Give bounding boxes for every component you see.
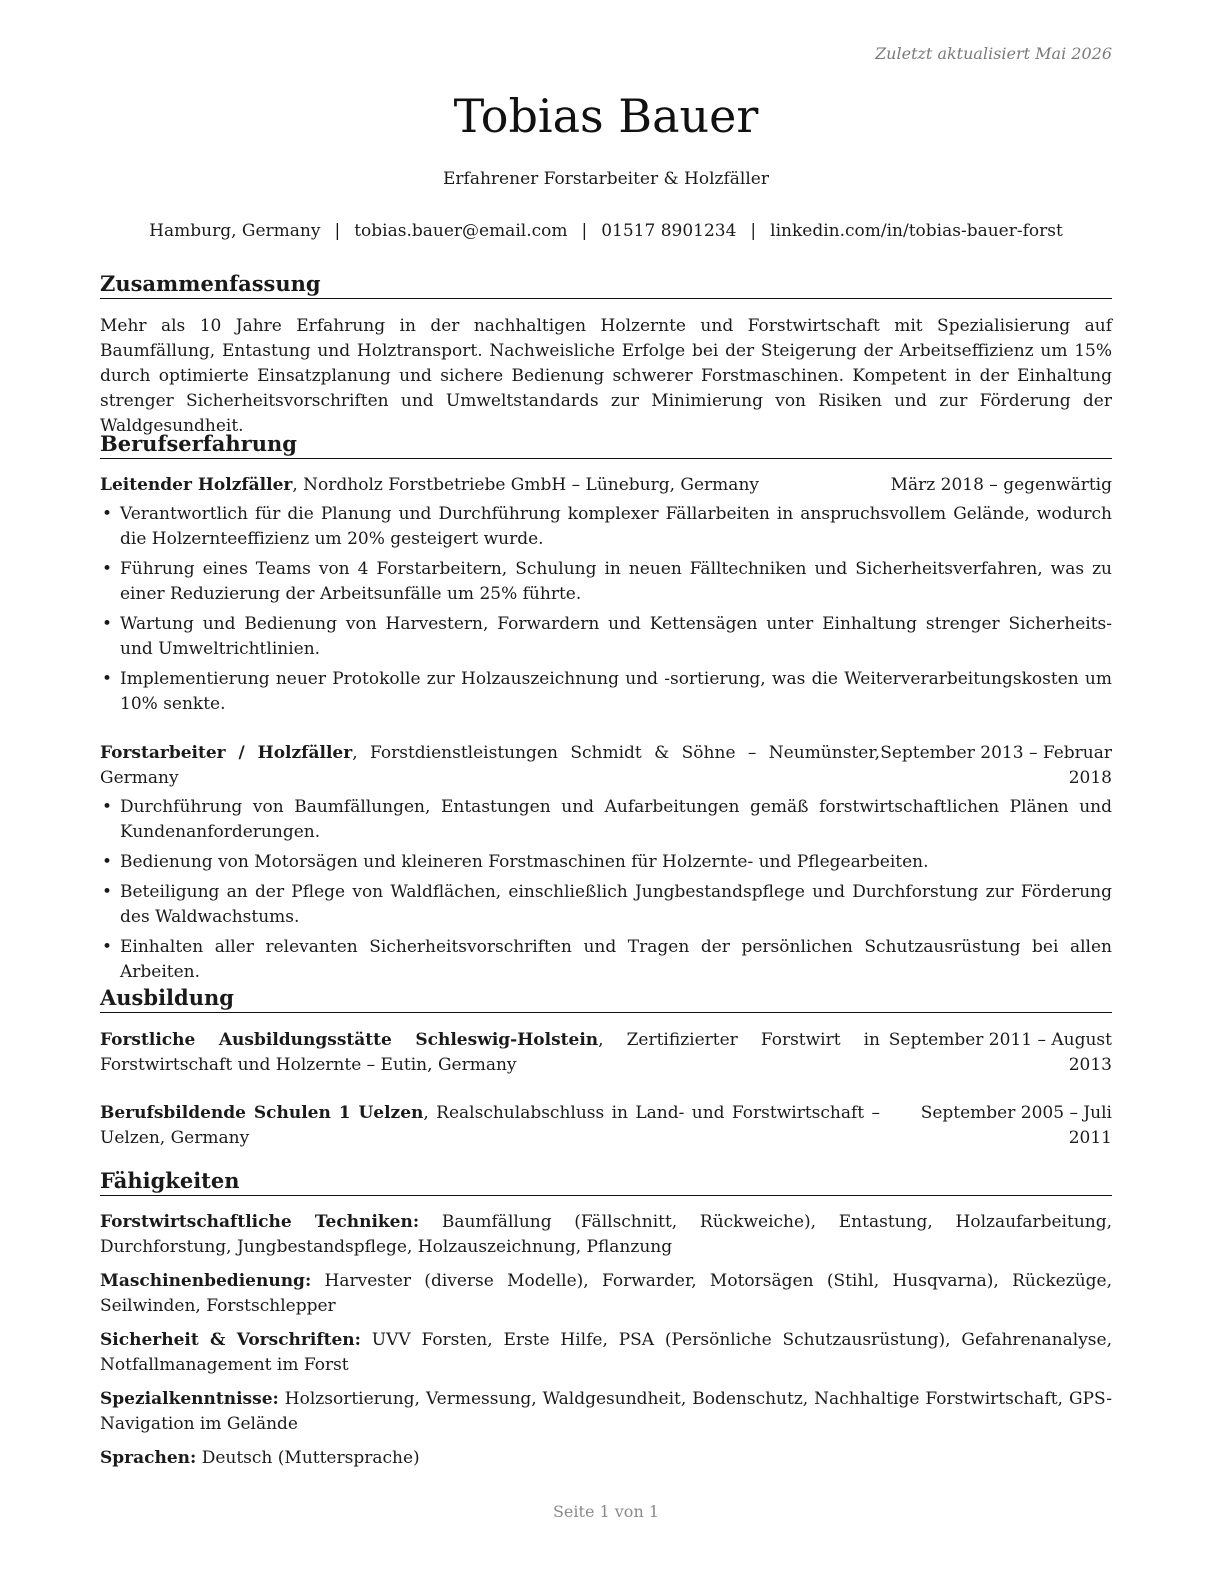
contact-location: Hamburg, Germany bbox=[149, 221, 321, 241]
contact-linkedin[interactable]: linkedin.com/in/tobias-bauer-forst bbox=[770, 221, 1063, 241]
job-entry bbox=[100, 473, 1112, 722]
skill-row bbox=[100, 1446, 1112, 1471]
education-detail: , Zertifizierter Forstwirt in Forstwirtschaft und Holzernte – Eutin, Germany bbox=[100, 1030, 881, 1075]
summary-text: Mehr als 10 Jahre Erfahrung in der nachhaltigen Holzernte und Forstwirtschaft mit Spezialisierung auf Baumfällung, Entastung und Holztransport. Nachweisliche Erfolge bei der Steigerung der Arbeitseffizienz um 15% durch optimierte Einsatzplanung und sichere Bedienung schwerer Forstmaschinen. Kompetent in der Einhaltung strenger Sicherheitsvorschriften und Umweltstandards zur Minimierung von Risiken und zur Förderung der Waldgesundheit. bbox=[100, 316, 1112, 436]
job-role-org bbox=[100, 473, 891, 498]
job-bullet: • Wartung und Bedienung von Harvestern, Forwardern und Kettensägen unter Einhaltung strenger Sicherheits- und Umweltrichtlinien. bbox=[100, 612, 1112, 662]
education-header bbox=[100, 1028, 1112, 1078]
job-bullet: • Durchführung von Baumfällungen, Entastungen und Aufarbeitungen gemäß forstwirtschaftlichen Plänen und Kundenanforderungen. bbox=[100, 795, 1112, 845]
job-role: Leitender Holzfäller bbox=[100, 475, 293, 495]
contact-separator: | bbox=[334, 221, 341, 241]
contact-phone[interactable]: 01517 8901234 bbox=[601, 221, 737, 241]
education-header bbox=[100, 1101, 1112, 1151]
job-bullets bbox=[100, 502, 1112, 717]
job-entry bbox=[100, 741, 1112, 990]
job-org: , Forstdienstleistungen Schmidt & Söhne – Neumünster, Germany bbox=[100, 743, 880, 788]
skill-value: Baumfällung (Fällschnitt, Rückweiche), Entastung, Holzaufarbeitung, Durchforstung, Jungbestandspflege, Holzauszeichnung, Pflanzung bbox=[100, 1212, 1112, 1257]
job-bullet: • Implementierung neuer Protokolle zur Holzauszeichnung und -sortierung, was die Weiterverarbeitungskosten um 10% senkte. bbox=[100, 667, 1112, 717]
candidate-name: Tobias Bauer bbox=[453, 89, 759, 143]
skill-row bbox=[100, 1328, 1112, 1378]
skill-label: Spezialkenntnisse: bbox=[100, 1389, 279, 1409]
job-dates: März 2018 – gegenwärtig bbox=[890, 475, 1112, 495]
job-role-org bbox=[100, 741, 880, 791]
skills-list bbox=[100, 1210, 1112, 1480]
job-bullet: • Führung eines Teams von 4 Forstarbeitern, Schulung in neuen Fälltechniken und Sicherheitsverfahren, was zu einer Reduzierung der Arbeitsunfälle um 25% führte. bbox=[100, 557, 1112, 607]
skill-row bbox=[100, 1387, 1112, 1437]
job-bullet: • Beteiligung an der Pflege von Waldflächen, einschließlich Jungbestandspflege und Durchforstung zur Förderung des Waldwachstums. bbox=[100, 880, 1112, 930]
skill-label: Forstwirtschaftliche Techniken: bbox=[100, 1212, 420, 1232]
contact-line bbox=[100, 220, 1112, 242]
education-school-detail bbox=[100, 1028, 880, 1078]
job-header bbox=[100, 473, 1112, 498]
job-role: Forstarbeiter / Holzfäller bbox=[100, 743, 353, 763]
job-bullets bbox=[100, 795, 1112, 985]
skill-label: Sicherheit & Vorschriften: bbox=[100, 1330, 361, 1350]
contact-email[interactable]: tobias.bauer@email.com bbox=[354, 221, 568, 241]
education-entry bbox=[100, 1101, 1112, 1151]
section-title-summary: Zusammenfassung bbox=[100, 271, 1112, 299]
contact-separator: | bbox=[581, 221, 588, 241]
education-dates: September 2005 – Juli 2011 bbox=[920, 1103, 1112, 1148]
skill-row bbox=[100, 1210, 1112, 1260]
education-entry bbox=[100, 1028, 1112, 1078]
section-title-education: Ausbildung bbox=[100, 985, 1112, 1013]
job-bullet: • Einhalten aller relevanten Sicherheitsvorschriften und Tragen der persönlichen Schutzausrüstung bei allen Arbeiten. bbox=[100, 935, 1112, 985]
page-footer: Seite 1 von 1 bbox=[552, 1502, 660, 1521]
skill-label: Sprachen: bbox=[100, 1448, 197, 1468]
skill-value: UVV Forsten, Erste Hilfe, PSA (Persönliche Schutzausrüstung), Gefahrenanalyse, Notfallmanagement im Forst bbox=[100, 1330, 1112, 1375]
education-detail: , Realschulabschluss in Land- und Forstwirtschaft – Uelzen, Germany bbox=[100, 1103, 880, 1148]
skill-label: Maschinenbedienung: bbox=[100, 1271, 312, 1291]
section-title-skills: Fähigkeiten bbox=[100, 1168, 1112, 1196]
job-bullet: • Verantwortlich für die Planung und Durchführung komplexer Fällarbeiten in anspruchsvollem Gelände, wodurch die Holzernteeffizienz um 20% gesteigert wurde. bbox=[100, 502, 1112, 552]
last-updated-note: Zuletzt aktualisiert Mai 2026 bbox=[875, 44, 1112, 63]
job-bullet: • Bedienung von Motorsägen und kleineren Forstmaschinen für Holzernte- und Pflegearbeiten. bbox=[100, 850, 1112, 875]
skill-row bbox=[100, 1269, 1112, 1319]
skill-value: Harvester (diverse Modelle), Forwarder, Motorsägen (Stihl, Husqvarna), Rückezüge, Seilwinden, Forstschlepper bbox=[100, 1271, 1112, 1316]
job-dates: September 2013 – Februar 2018 bbox=[880, 743, 1112, 788]
education-school: Forstliche Ausbildungsstätte Schleswig-Holstein bbox=[100, 1030, 599, 1050]
contact-separator: | bbox=[750, 221, 757, 241]
job-org: , Nordholz Forstbetriebe GmbH – Lüneburg, Germany bbox=[292, 475, 759, 495]
resume-page bbox=[100, 0, 1112, 1584]
education-school-detail bbox=[100, 1101, 880, 1151]
skill-value: Holzsortierung, Vermessung, Waldgesundheit, Bodenschutz, Nachhaltige Forstwirtschaft, GPS-Navigation im Gelände bbox=[100, 1389, 1112, 1434]
skill-value: Deutsch (Muttersprache) bbox=[196, 1448, 420, 1468]
education-dates: September 2011 – August 2013 bbox=[888, 1030, 1112, 1075]
job-header bbox=[100, 741, 1112, 791]
candidate-title: Erfahrener Forstarbeiter & Holzfäller bbox=[443, 169, 769, 189]
section-title-experience: Berufserfahrung bbox=[100, 431, 1112, 459]
education-school: Berufsbildende Schulen 1 Uelzen bbox=[100, 1103, 424, 1123]
